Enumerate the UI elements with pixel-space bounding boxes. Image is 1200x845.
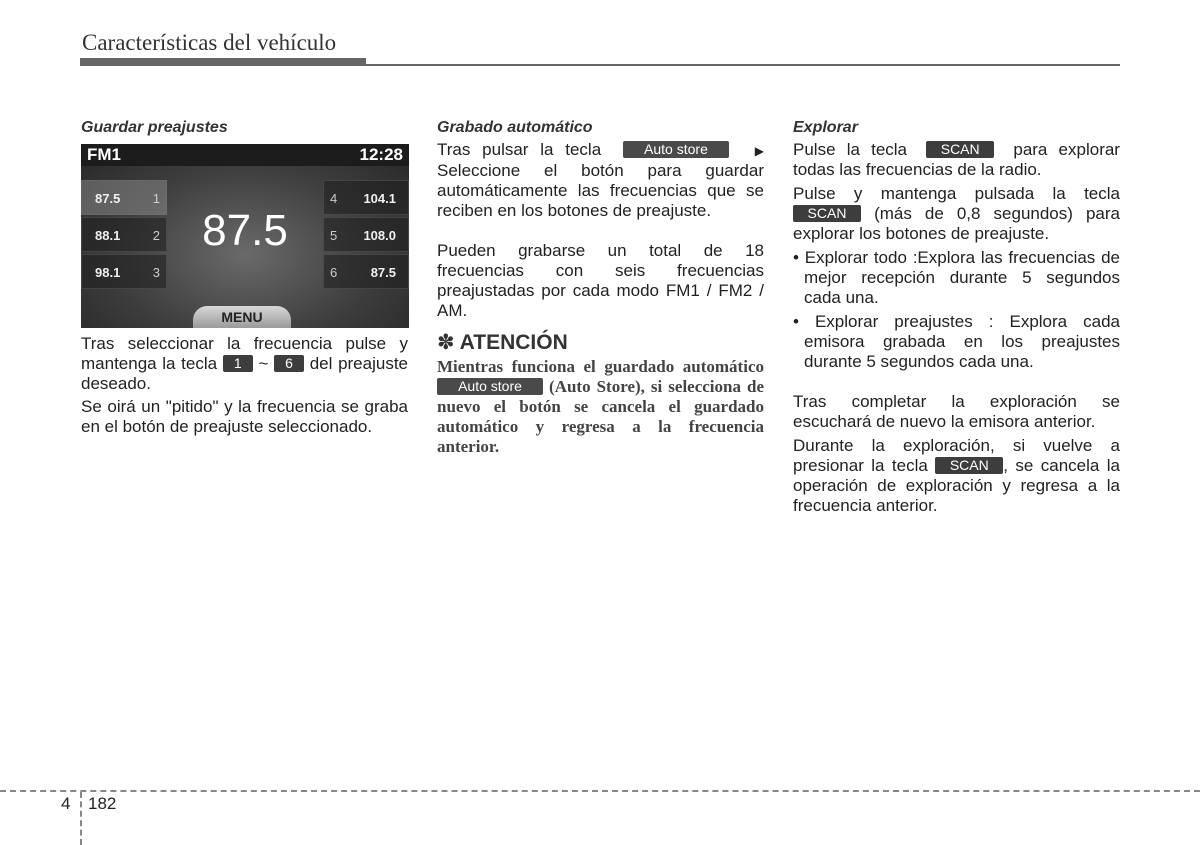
preset-frequency: 98.1 xyxy=(95,265,121,280)
preset-number: 4 xyxy=(330,191,338,206)
attention-text xyxy=(437,357,764,457)
section-title: Grabado automático xyxy=(437,119,593,136)
text: , se cancela la operación de exploración y regresa a la frecuencia anterior. xyxy=(793,456,1120,515)
preset-number: 6 xyxy=(330,265,338,280)
paragraph xyxy=(437,140,764,221)
column-explorar xyxy=(793,116,1120,516)
chapter-number: 4 xyxy=(61,794,71,813)
text: Seleccione el botón para guardar automáticamente las frecuencias que se reciben en los botones de preajuste. xyxy=(437,161,764,220)
text: Pulse y mantenga pulsada la tecla xyxy=(793,184,1120,203)
column-guardar-preajustes xyxy=(81,116,408,437)
text: Tras seleccionar la frecuencia pulse y mantenga la tecla xyxy=(81,334,408,373)
preset-frequency: 88.1 xyxy=(95,228,121,243)
header-rule xyxy=(366,64,1120,66)
paragraph xyxy=(793,140,1120,180)
radio-display xyxy=(81,144,409,328)
text: (Auto Store), si selecciona de nuevo el botón se cancela el guardado automático y regresa a la frecuencia anterior. xyxy=(437,377,765,456)
preset-frequency: 87.5 xyxy=(95,191,121,206)
scan-key: SCAN xyxy=(935,457,1003,474)
menu-button[interactable]: MENU xyxy=(193,306,291,328)
paragraph: Pueden grabarse un total de 18 frecuencias con seis frecuencias preajustadas por cada modo FM1 / FM2 / AM. xyxy=(437,241,764,320)
section-title: Explorar xyxy=(793,119,858,136)
preset-frequency: 104.1 xyxy=(363,191,396,206)
bullet-item: • Explorar todo :Explora las frecuencias de mejor recepción durante 5 segundos cada una. xyxy=(793,248,1120,307)
text: Durante la exploración, si vuelve a presionar la tecla xyxy=(793,436,1120,475)
preset-frequency: 108.0 xyxy=(363,228,396,243)
scan-key: SCAN xyxy=(793,205,861,222)
text: Pulse la tecla xyxy=(793,140,908,159)
attention-title: ✽ ATENCIÓN xyxy=(437,331,568,354)
column-grabado-automatico xyxy=(437,116,764,457)
footer-rule xyxy=(0,790,1200,792)
footer-divider xyxy=(80,792,82,845)
header-bar xyxy=(80,58,366,66)
paragraph xyxy=(793,184,1120,244)
paragraph: Se oirá un "pitido" y la frecuencia se graba en el botón de preajuste seleccionado. xyxy=(81,397,408,436)
page-number: 182 xyxy=(88,794,117,813)
text: para explorar todas las frecuencias de la radio. xyxy=(793,140,1120,179)
preset-key-6: 6 xyxy=(274,355,304,372)
section-title: Guardar preajustes xyxy=(81,119,228,136)
page-title: Características del vehículo xyxy=(82,30,337,55)
paragraph xyxy=(81,334,408,394)
scan-key: SCAN xyxy=(926,141,994,158)
preset-number: 3 xyxy=(152,265,160,280)
auto-store-key: Auto store xyxy=(437,378,543,395)
preset-number: 5 xyxy=(330,228,338,243)
tilde: ~ xyxy=(258,354,269,373)
preset-button-3[interactable] xyxy=(81,254,167,289)
preset-key-1: 1 xyxy=(223,355,253,372)
radio-clock: 12:28 xyxy=(359,145,403,164)
preset-button-6[interactable] xyxy=(323,254,409,289)
text: del preajuste deseado. xyxy=(81,354,409,393)
bullet-item: • Explorar preajustes : Explora cada emisora grabada en los preajustes durante 5 segundos cada una. xyxy=(793,312,1120,371)
preset-number: 1 xyxy=(152,191,160,206)
preset-frequency: 87.5 xyxy=(370,265,396,280)
preset-number: 2 xyxy=(152,228,160,243)
text: Mientras funciona el guardado automático xyxy=(437,357,764,376)
current-frequency: 87.5 xyxy=(202,206,288,255)
paragraph: Tras completar la exploración se escuchará de nuevo la emisora anterior. xyxy=(793,392,1120,431)
paragraph xyxy=(793,436,1120,516)
text: (más de 0,8 segundos) para explorar los botones de preajuste. xyxy=(793,204,1120,243)
auto-store-key: Auto store xyxy=(623,141,729,158)
radio-band: FM1 xyxy=(87,145,121,164)
arrow-right-icon: ▶ xyxy=(754,144,764,158)
text: Tras pulsar la tecla xyxy=(437,140,602,159)
